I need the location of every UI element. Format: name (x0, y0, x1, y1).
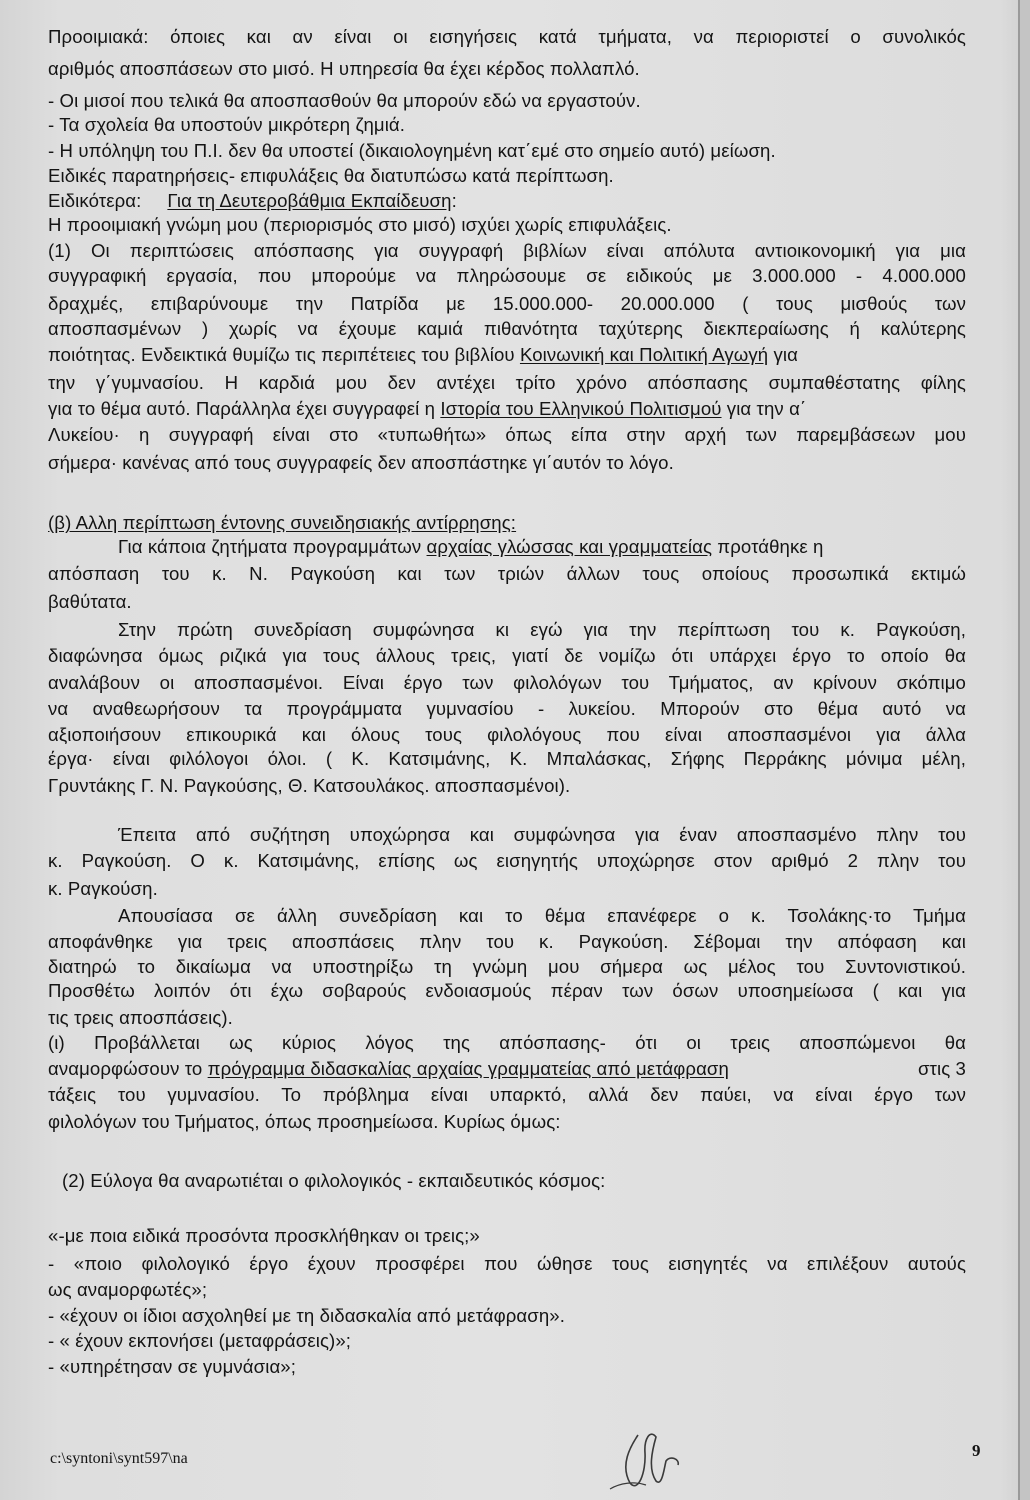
text-span: προτάθηκε η (712, 536, 824, 557)
text-line: απόσπαση του κ. Ν. Ραγκούση και των τριών άλλων τους οποίους προσωπικά εκτιμώ (48, 563, 966, 584)
text-line: αναλάβουν οι αποσπασμένοι. Είναι έργο των φιλολόγων του Τμήματος, αν κρίνουν σκόπιμο (48, 672, 966, 693)
text-line: (ι) Προβάλλεται ως κύριος λόγος της απόσπασης- ότι οι τρεις αποσπώμενοι θα (48, 1032, 966, 1053)
text-line: Προοιμιακά: όποιες και αν είναι οι εισηγήσεις κατά τμήματα, να περιοριστεί ο συνολικός (48, 26, 966, 47)
text-line: - Τα σχολεία θα υποστούν μικρότερη ζημιά. (48, 114, 406, 135)
list-item: «-με ποια ειδικά προσόντα προσκλήθηκαν οι τρεις;» (48, 1225, 480, 1246)
underlined-title: Ιστορία του Ελληνικού Πολιτισμού (440, 398, 722, 419)
text-span: για το θέμα αυτό. Παράλληλα έχει συγγραφεί η (48, 398, 441, 419)
text-line: φιλολόγων του Τμήματος, όπως προσημείωσα. Κυρίως όμως: (48, 1111, 561, 1132)
text-span: στις 3 (917, 1058, 966, 1079)
text-line: Απουσίασα σε άλλη συνεδρίαση και το θέμα επανέφερε ο κ. Τσολάκης·το Τμήμα (118, 905, 966, 926)
text-line: Λυκείου· η συγγραφή είναι στο «τυπωθήτω» όπως είπα στην αρχή των παρεμβάσεων μου (48, 424, 966, 445)
page-number: 9 (972, 1441, 981, 1460)
text-line: Στην πρώτη συνεδρίαση συμφώνησα κι εγώ για την περίπτωση του κ. Ραγκούση, (118, 619, 966, 640)
text-line: αποφάνθηκε για τρεις αποσπάσεις πλην του κ. Ραγκούση. Σέβομαι την απόφαση και (48, 931, 966, 952)
list-item: - «υπηρέτησαν σε γυμνάσια»; (48, 1356, 296, 1377)
text-line: (2) Εύλογα θα αναρωτιέται ο φιλολογικός - εκπαιδευτικός κόσμος: (62, 1170, 606, 1191)
page-edge (1018, 0, 1020, 1500)
text-line: αξιοποιήσουν επικουρικά και όλους τους φιλολόγους που είναι αποσπασμένοι για άλλα (48, 724, 966, 745)
text-line: κ. Ραγκούση. (48, 878, 158, 899)
text-line: αριθμός αποσπάσεων στο μισό. Η υπηρεσία θα έχει κέρδος πολλαπλό. (48, 58, 640, 79)
text-line: έργα· είναι φιλόλογοι όλοι. ( Κ. Κατσιμάνης, Κ. Μπαλάσκας, Σήφης Περράκης μόνιμα μέλη, (48, 748, 966, 769)
text-line: την γ΄γυμνασίου. Η καρδιά μου δεν αντέχει τρίτο χρόνο απόσπασης συμπαθέστατης φίλης (48, 372, 966, 393)
text-line (118, 536, 824, 558)
underlined-heading: Για τη Δευτεροβάθμια Εκπαίδευση (167, 190, 452, 211)
text-line (48, 1058, 966, 1080)
underlined-title: Κοινωνική και Πολιτική Αγωγή (519, 344, 769, 365)
text-span: για (768, 344, 798, 365)
text-line: Έπειτα από συζήτηση υποχώρησα και συμφώνησα για έναν αποσπασμένο πλην του (118, 824, 966, 845)
text-line: - Η υπόληψη του Π.Ι. δεν θα υποστεί (δικαιολογημένη κατ΄εμέ στο σημείο αυτό) μείωση. (48, 140, 776, 161)
text-line: διαφώνησα όμως ριζικά για τους άλλους τρεις, γιατί δε νομίζω ότι υπάρχει έργο το οποίο θα (48, 645, 966, 666)
underlined-title: αρχαίας γλώσσας και γραμματείας (426, 536, 713, 557)
list-item: - «ποιο φιλολογικό έργο έχουν προσφέρει που ώθησε τους εισηγητές να επιλέξουν αυτούς (48, 1253, 966, 1274)
text-span: ποιότητας. Ενδεικτικά θυμίζω τις περιπέτειες του βιβλίου (48, 344, 520, 365)
text-line: Γρυντάκης Γ. Ν. Ραγκούσης, Θ. Κατσουλάκος. αποσπασμένοι). (48, 775, 571, 796)
text-line: τις τρεις αποσπάσεις). (48, 1007, 233, 1028)
text-line (48, 398, 806, 420)
page-edge-shadow (1020, 0, 1030, 1500)
text-line: να αναθεωρήσουν τα προγράμματα γυμνασίου - λυκείου. Μπορούν στο θέμα αυτό να (48, 698, 966, 719)
text-span: για την α΄ (721, 398, 807, 419)
colon-text: : (451, 190, 457, 211)
text-line: τάξεις του γυμνασίου. Το πρόβλημα είναι υπαρκτό, αλλά δεν παύει, να είναι έργο των (48, 1084, 966, 1105)
list-item: - «έχουν οι ίδιοι ασχοληθεί με τη διδασκαλία από μετάφραση». (48, 1305, 566, 1326)
text-line: βαθύτατα. (48, 591, 132, 612)
list-item: ως αναμορφωτές»; (48, 1279, 208, 1300)
text-line: αποσπασμένων ) χωρίς να έχουμε καμιά πιθανότητα ταχύτερης διεκπεραίωσης ή καλύτερης (48, 318, 966, 339)
text-line: (1) Οι περιπτώσεις απόσπασης για συγγραφή βιβλίων είναι απόλυτα αντιοικονομική για μια (48, 240, 966, 261)
text-line: Η προοιμιακή γνώμη μου (περιορισμός στο μισό) ισχύει χωρίς επιφυλάξεις. (48, 214, 672, 235)
text-line (48, 344, 798, 366)
file-path-footer: c:\syntoni\synt597\na (50, 1450, 188, 1467)
text-span: αναμορφώσουν το (48, 1058, 208, 1079)
heading-line (48, 190, 457, 212)
text-line: - Οι μισοί που τελικά θα αποσπασθούν θα μπορούν εδώ να εργαστούν. (48, 90, 641, 111)
list-item: - « έχουν εκπονήσει (μεταφράσεις)»; (48, 1330, 352, 1351)
underlined-title: πρόγραμμα διδασκαλίας αρχαίας γραμματείας από μετάφραση (207, 1058, 729, 1079)
label-text: Ειδικότερα: (48, 190, 142, 211)
handwritten-signature (590, 1395, 700, 1495)
text-span: Για κάποια ζητήματα προγραμμάτων (118, 536, 427, 557)
text-line: Ειδικές παρατηρήσεις- επιφυλάξεις θα διατυπώσω κατά περίπτωση. (48, 165, 614, 186)
text-line: Προσθέτω λοιπόν ότι έχω σοβαρούς ενδοιασμούς πέραν των όσων υποσημείωσα ( και για (48, 980, 966, 1001)
text-line: διατηρώ το δικαίωμα να υποστηρίξω τη γνώμη μου σήμερα ως μέλος του Συντονιστικού. (48, 956, 966, 977)
text-line: συγγραφική εργασία, που μπορούμε να πληρώσουμε σε ειδικούς με 3.000.000 - 4.000.000 (48, 265, 966, 286)
section-heading: (β) Αλλη περίπτωση έντονης συνειδησιακής αντίρρησης: (48, 512, 517, 533)
text-line: δραχμές, επιβαρύνουμε την Πατρίδα με 15.000.000- 20.000.000 ( τους μισθούς των (48, 293, 966, 314)
text-line: κ. Ραγκούση. Ο κ. Κατσιμάνης, επίσης ως εισηγητής υποχώρησε στον αριθμό 2 πλην του (48, 850, 966, 871)
text-line: σήμερα· κανένας από τους συγγραφείς δεν αποσπάστηκε γι΄αυτόν το λόγο. (48, 452, 674, 473)
